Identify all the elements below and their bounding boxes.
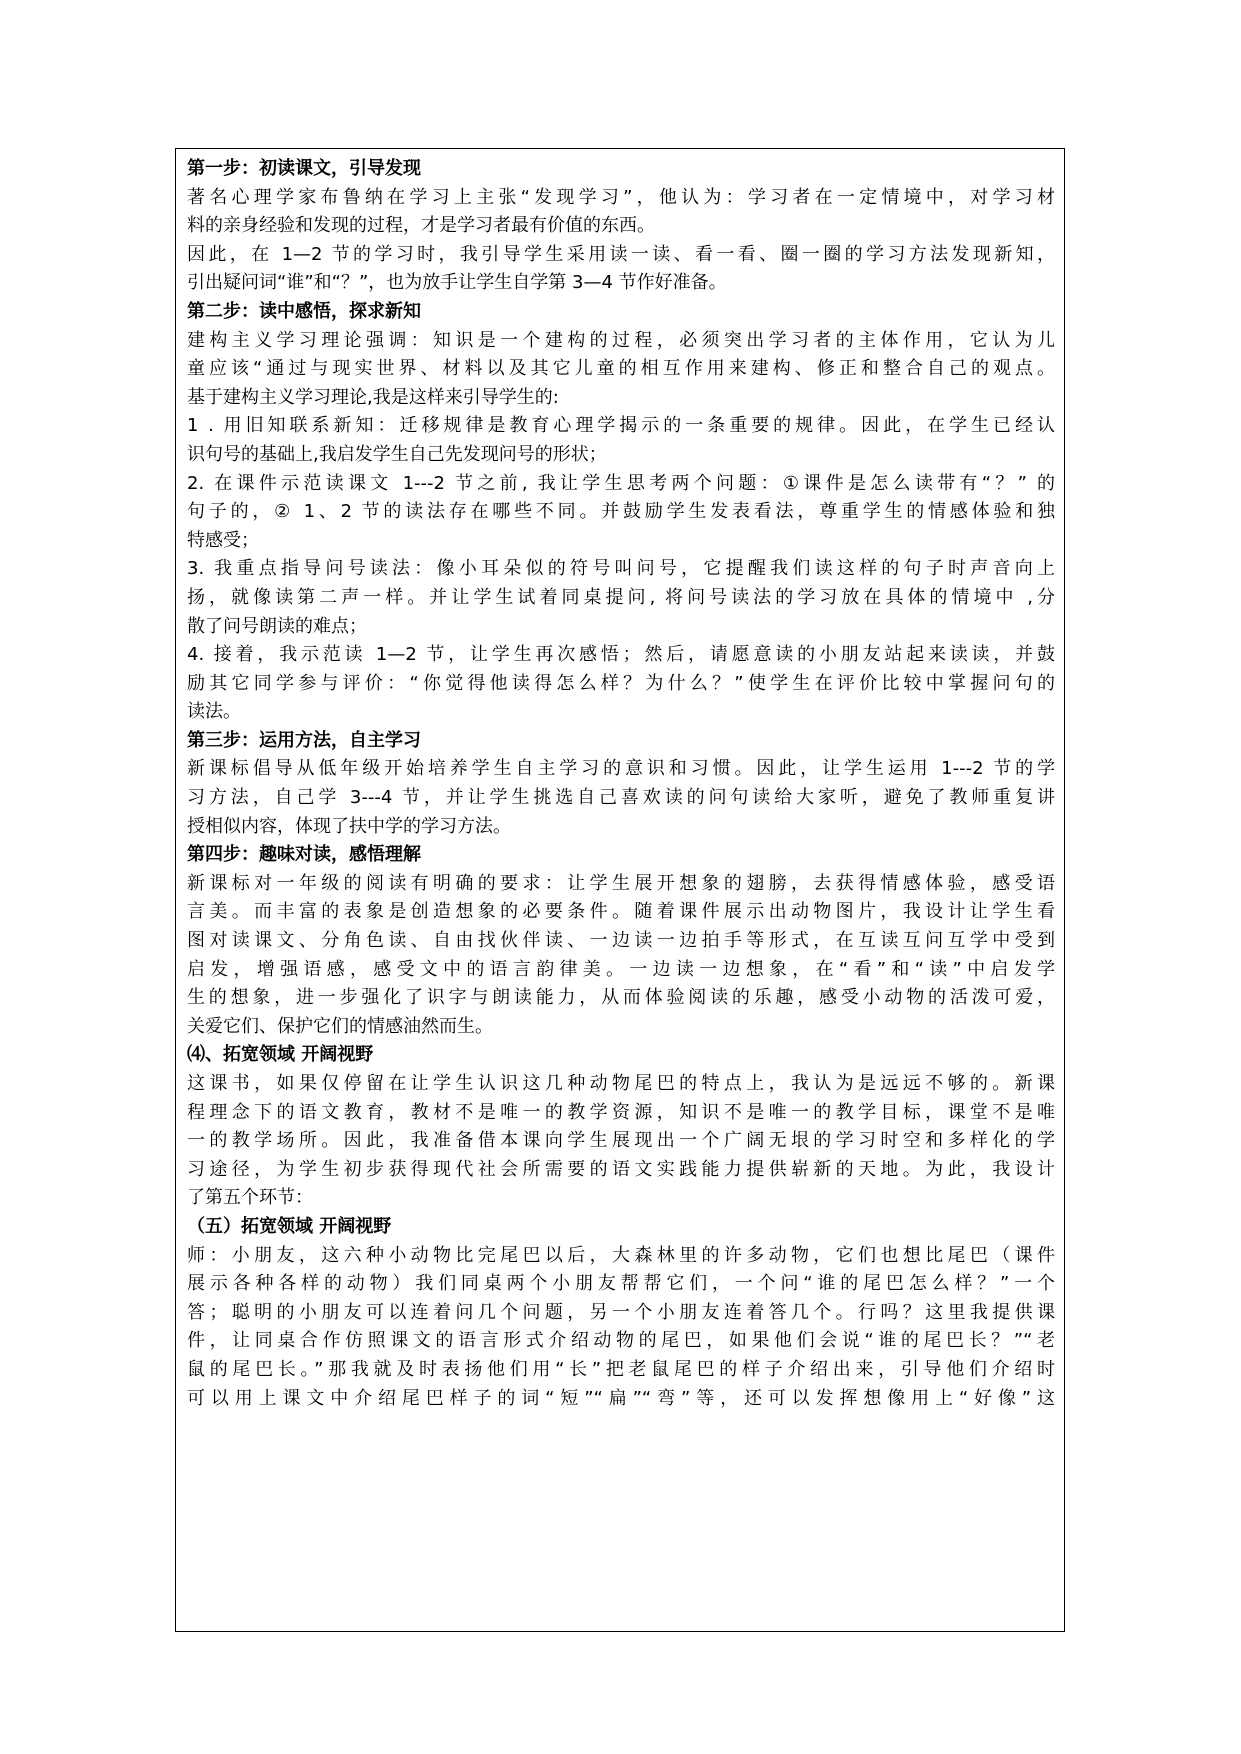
section-heading: （五）拓宽领域 开阔视野 bbox=[187, 1215, 392, 1237]
text-line: 童应该“通过与现实世界、材料以及其它儿童的相互作用来建构、修正和整合自己的观点。 bbox=[187, 358, 1055, 380]
text-line: 2. 在课件示范读课文 1---2 节之前, 我让学生思考两个问题：①课件是怎么读带有“？” 的 bbox=[187, 472, 1055, 494]
section-heading: 第一步：初读课文，引导发现 bbox=[187, 158, 421, 179]
text-line: 言美。而丰富的表象是创造想象的必要条件。随着课件展示出动物图片，我设计让学生看 bbox=[187, 901, 1055, 923]
text-line: 因此，在 1—2 节的学习时，我引导学生采用读一读、看一看、圈一圈的学习方法发现新知， bbox=[187, 243, 1055, 265]
text-line: 著名心理学家布鲁纳在学习上主张“发现学习”，他认为：学习者在一定情境中，对学习材 bbox=[187, 186, 1055, 208]
text-line: 料的亲身经验和发现的过程，才是学习者最有价值的东西。 bbox=[187, 215, 655, 237]
text-line: 授相似内容，体现了扶中学的学习方法。 bbox=[187, 815, 511, 837]
section-heading: 第三步：运用方法，自主学习 bbox=[187, 729, 421, 751]
text-line: 答；聪明的小朋友可以连着问几个问题，另一个小朋友连着答几个。行吗？这里我提供课 bbox=[187, 1301, 1055, 1323]
text-line: 程理念下的语文教育，教材不是唯一的教学资源，知识不是唯一的教学目标，课堂不是唯 bbox=[187, 1101, 1055, 1123]
text-line: 展示各种各样的动物）我们同桌两个小朋友帮帮它们，一个问“谁的尾巴怎么样？”一个 bbox=[187, 1273, 1055, 1295]
document-table-cell bbox=[175, 148, 1065, 1632]
text-line: 特感受； bbox=[187, 529, 259, 551]
text-line: 读法。 bbox=[187, 701, 241, 723]
text-line: 师：小朋友，这六种小动物比完尾巴以后，大森林里的许多动物，它们也想比尾巴（课件 bbox=[187, 1244, 1055, 1266]
section-heading: 第四步：趣味对读，感悟理解 bbox=[187, 844, 421, 866]
text-line: 启发，增强语感，感受文中的语言韵律美。一边读一边想象，在“看”和“读”中启发学 bbox=[187, 958, 1055, 980]
text-line: 识句号的基础上,我启发学生自己先发现问号的形状； bbox=[187, 443, 607, 465]
text-line: 习途径，为学生初步获得现代社会所需要的语文实践能力提供崭新的天地。为此，我设计 bbox=[187, 1158, 1055, 1180]
text-line: 一的教学场所。因此，我准备借本课向学生展现出一个广阔无垠的学习时空和多样化的学 bbox=[187, 1130, 1055, 1152]
text-line: 新课标倡导从低年级开始培养学生自主学习的意识和习惯。因此，让学生运用 1---2 节的学 bbox=[187, 758, 1055, 780]
text-line: 3. 我重点指导问号读法：像小耳朵似的符号叫问号，它提醒我们读这样的句子时声音向上 bbox=[187, 558, 1055, 580]
text-line: 图对读课文、分角色读、自由找伙伴读、一边读一边拍手等形式，在互读互问互学中受到 bbox=[187, 930, 1055, 952]
text-line: 生的想象，进一步强化了识字与朗读能力，从而体验阅读的乐趣，感受小动物的活泼可爱， bbox=[187, 987, 1055, 1009]
text-line: 可以用上课文中介绍尾巴样子的词“短”“扁”“弯”等，还可以发挥想像用上“好像”这 bbox=[187, 1387, 1055, 1409]
text-line: 引出疑问词“谁”和“？”，也为放手让学生自学第 3—4 节作好准备。 bbox=[187, 272, 727, 294]
text-line: 散了问号朗读的难点； bbox=[187, 615, 367, 637]
section-heading: 第二步：读中感悟，探求新知 bbox=[187, 300, 421, 322]
text-line: 扬，就像读第二声一样。并让学生试着同桌提问, 将问号读法的学习放在具体的情境中 ,分 bbox=[187, 586, 1055, 608]
text-line: 关爱它们、保护它们的情感油然而生。 bbox=[187, 1015, 493, 1037]
text-line: 1 . 用旧知联系新知：迁移规律是教育心理学揭示的一条重要的规律。因此，在学生已经认 bbox=[187, 415, 1055, 437]
text-line: 励其它同学参与评价：“你觉得他读得怎么样？为什么？”使学生在评价比较中掌握问句的 bbox=[187, 672, 1055, 694]
document-body bbox=[187, 155, 1055, 1413]
text-line: 了第五个环节： bbox=[187, 1187, 313, 1209]
text-line: 这课书，如果仅停留在让学生认识这几种动物尾巴的特点上，我认为是远远不够的。新课 bbox=[187, 1073, 1055, 1094]
text-line: 基于建构主义学习理论,我是这样来引导学生的: bbox=[187, 386, 559, 408]
text-line: 新课标对一年级的阅读有明确的要求：让学生展开想象的翅膀，去获得情感体验，感受语 bbox=[187, 872, 1055, 894]
text-line: 习方法，自己学 3---4 节，并让学生挑选自己喜欢读的问句读给大家听，避免了教师重复讲 bbox=[187, 787, 1055, 809]
text-line: 建构主义学习理论强调：知识是一个建构的过程，必须突出学习者的主体作用，它认为儿 bbox=[187, 329, 1055, 351]
text-line: 件，让同桌合作仿照课文的语言形式介绍动物的尾巴，如果他们会说“谁的尾巴长？”“老 bbox=[187, 1330, 1055, 1352]
section-heading: ⑷、拓宽领域 开阔视野 bbox=[187, 1044, 374, 1066]
text-line: 句子的，② 1、2 节的读法存在哪些不同。并鼓励学生发表看法，尊重学生的情感体验和独 bbox=[187, 501, 1055, 523]
text-line: 4. 接着，我示范读 1—2 节，让学生再次感悟；然后，请愿意读的小朋友站起来读读，并鼓 bbox=[187, 644, 1055, 666]
text-line: 鼠的尾巴长。”那我就及时表扬他们用“长”把老鼠尾巴的样子介绍出来，引导他们介绍时 bbox=[187, 1358, 1055, 1380]
